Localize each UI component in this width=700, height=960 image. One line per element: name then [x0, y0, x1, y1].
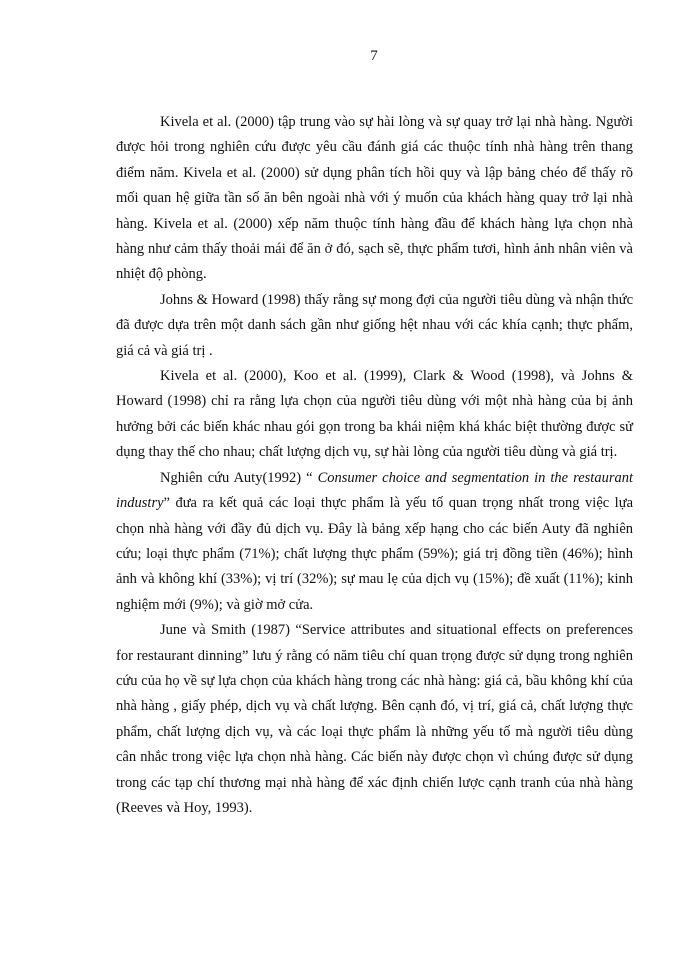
paragraph-june-smith: June và Smith (1987) “Service attributes and situational effects on preferences for restaurant dinning” lưu ý rằng có năm tiêu chí quan trọng được sử dụng trong nghiên cứu của họ về sự lựa chọn của khách hàng trong các nhà hàng: giá cả, bầu không khí của nhà hàng , giấy phép, dịch vụ và chất lượng. Bên cạnh đó, vị trí, giá cả, chất lượng thực phẩm, chất lượng dịch vụ, và các loại thực phẩm là những yếu tố mà người tiêu dùng cân nhắc trong việc lựa chọn nhà hàng. Các biến này được chọn vì chúng được sử dụng trong các tạp chí thương mại nhà hàng để xác định chiến lược cạnh tranh của nhà hàng (Reeves và Hoy, 1993).: [116, 622, 633, 816]
paragraph-auty-study: [116, 466, 633, 618]
document-body: [116, 110, 633, 821]
paragraph-johns-howard: Johns & Howard (1998) thấy rằng sự mong đợi của người tiêu dùng và nhận thức đã được dựa trên một danh sách gần như giống hệt nhau với các khía cạnh; thực phẩm, giá cả và giá trị .: [116, 291, 633, 359]
auty-study-title: Consumer choice and segmentation in the restaurant industry: [116, 469, 633, 512]
auty-findings-text: ” đưa ra kết quả các loại thực phẩm là yếu tố quan trọng nhất trong việc lựa chọn nhà hàng với đầy đủ dịch vụ. Đây là bảng xếp hạng cho các biến Auty đã nghiên cứu; loại thực phẩm (71%); chất lượng thực phẩm (59%); giá trị đồng tiền (46%); hình ảnh và không khí (33%); vị trí (32%); sự mau lẹ của dịch vụ (15%); đề xuất (11%); kinh nghiệm mới (9%); và giờ mở cửa.: [116, 495, 633, 613]
paragraph-consumer-choice-variables: Kivela et al. (2000), Koo et al. (1999), Clark & Wood (1998), và Johns & Howard (1998) chỉ ra rằng lựa chọn của người tiêu dùng với một nhà hàng của bị ảnh hưởng bởi các biến khác nhau gói gọn trong ba khái niệm khá khác biệt thường được sử dụng thay thế cho nhau; chất lượng dịch vụ, sự hài lòng của người tiêu dùng và giá trị.: [116, 368, 633, 461]
auty-intro-text: Nghiên cứu Auty(1992) “: [160, 469, 318, 486]
paragraph-kivela-satisfaction: Kivela et al. (2000) tập trung vào sự hài lòng và sự quay trở lại nhà hàng. Người được hỏi trong nghiên cứu được yêu cầu đánh giá các thuộc tính nhà hàng trên thang điểm năm. Kivela et al. (2000) sử dụng phân tích hồi quy và lập bảng chéo để thấy rõ mối quan hệ giữa tần số ăn bên ngoài nhà với ý muốn của khách hàng quay trở lại nhà hàng. Kivela et al. (2000) xếp năm thuộc tính hàng đầu để khách hàng lựa chọn nhà hàng như cảm thấy thoải mái để ăn ở đó, sạch sẽ, thực phẩm tươi, hình ảnh nhân viên và nhiệt độ phòng.: [116, 114, 633, 283]
page-number: 7: [370, 48, 378, 64]
